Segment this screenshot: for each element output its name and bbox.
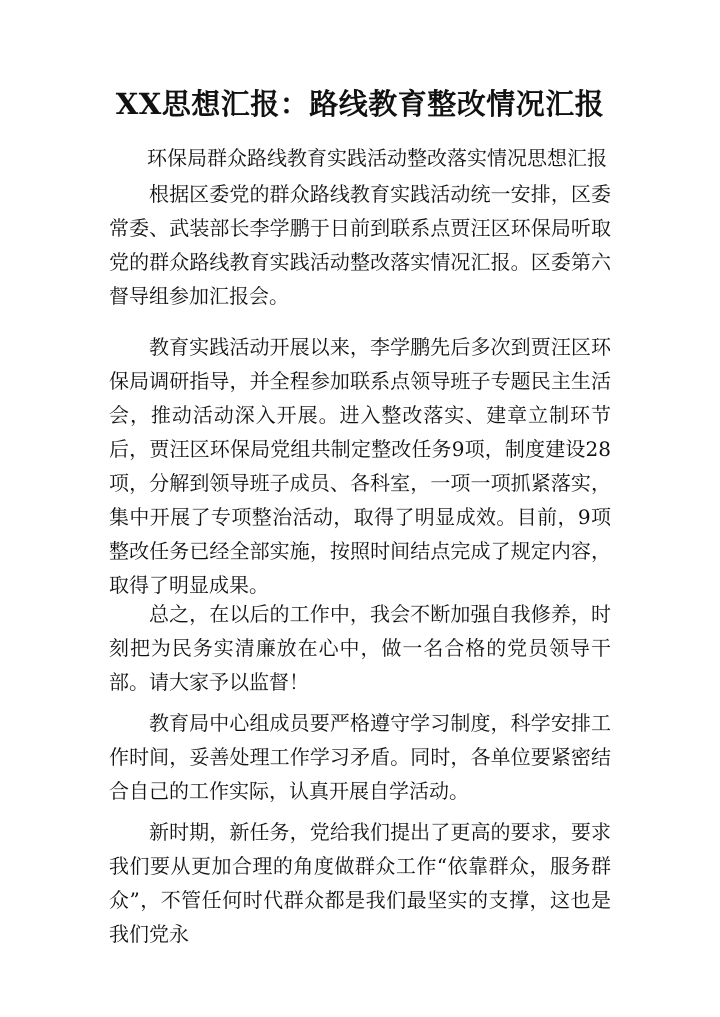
paragraph: 教育实践活动开展以来，李学鹏先后多次到贾汪区环保局调研指导，并全程参加联系点领导班子专题民主生活会，推动活动深入开展。进入整改落实、建章立制环节后，贾汪区环保局党组共制定整改任务9项，制度建设28项，分解到领导班子成员、各科室，一项一项抓紧落实，集中开展了专项整治活动，取得了明显成效。目前，9项整改任务已经全部实施，按照时间结点完成了规定内容，取得了明显成果。 <box>109 335 611 597</box>
document-subtitle: 环保局群众路线教育实践活动整改落实情况思想汇报 <box>147 146 607 170</box>
paragraph: 教育局中心组成员要严格遵守学习制度，科学安排工作时间，妥善处理工作学习矛盾。同时，各单位要紧密结合自己的工作实际，认真开展自学活动。 <box>109 711 611 803</box>
document-title: XX思想汇报：路线教育整改情况汇报 <box>115 87 605 121</box>
paragraph: 新时期，新任务，党给我们提出了更高的要求，要求我们要从更加合理的角度做群众工作“依靠群众，服务群众”，不管任何时代群众都是我们最坚实的支撑，这也是我们党永 <box>109 820 611 946</box>
paragraph: 根据区委党的群众路线教育实践活动统一安排，区委常委、武装部长李学鹏于日前到联系点贾汪区环保局听取党的群众路线教育实践活动整改落实情况汇报。区委第六督导组参加汇报会。 <box>109 182 611 308</box>
paragraph: 总之，在以后的工作中，我会不断加强自我修养，时刻把为民务实清廉放在心中，做一名合格的党员领导干部。请大家予以监督！ <box>109 602 611 694</box>
